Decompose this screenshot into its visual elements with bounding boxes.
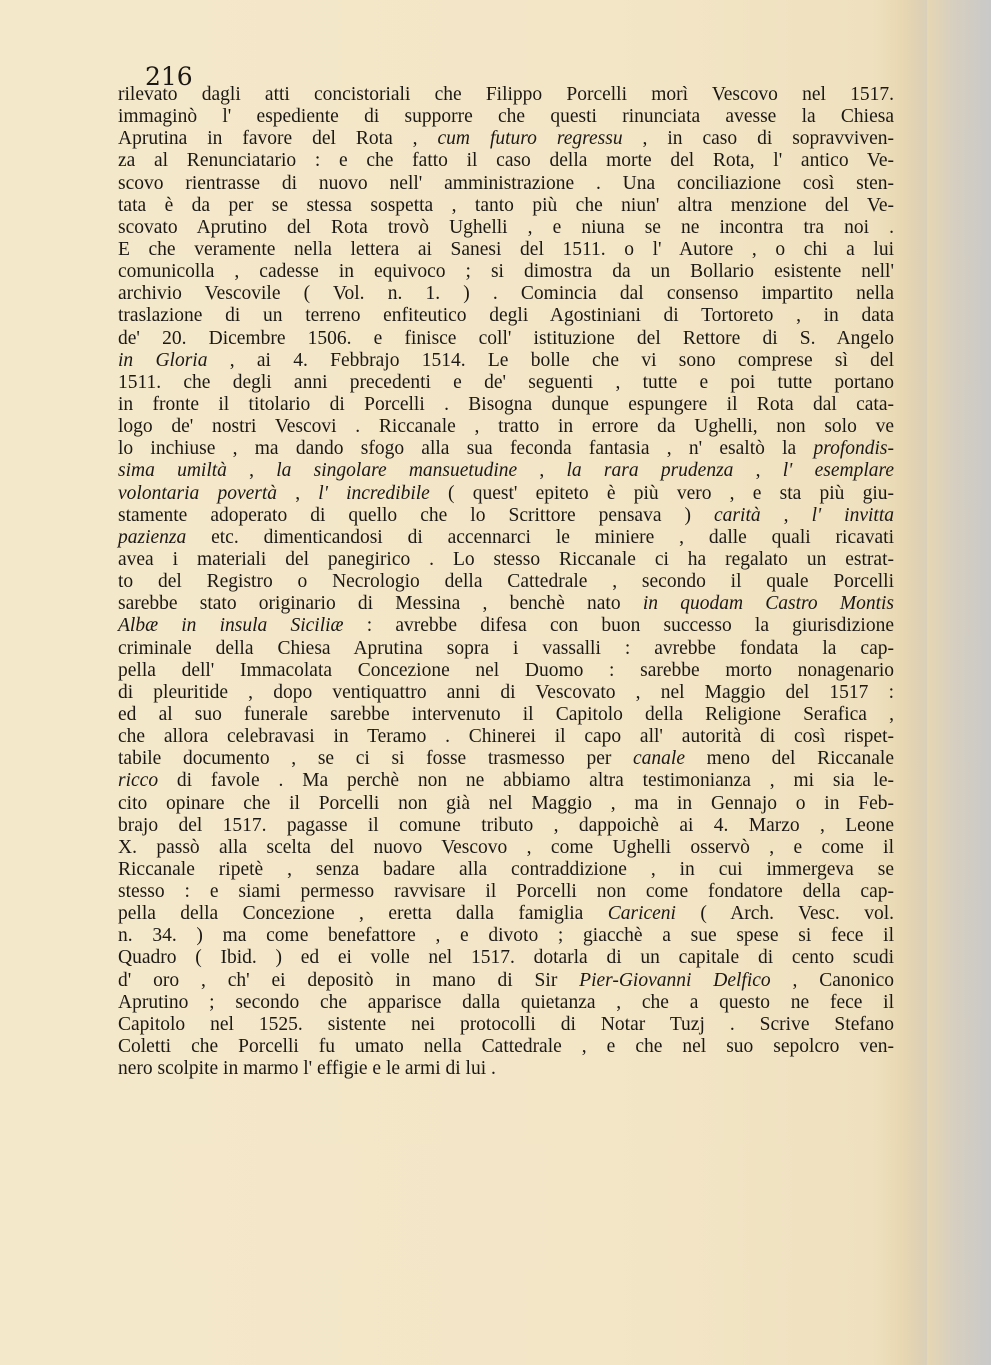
text-run: scovato Aprutino del Rota trovò Ughelli , e niuna se ne incontra tra noi . [118, 216, 894, 238]
text-run: che allora celebravasi in Teramo . Chinerei il capo all' autorità di così rispet- [118, 726, 894, 748]
italic-phrase: la singolare mansuetudine [276, 460, 518, 482]
text-line [118, 372, 894, 394]
text-run: d' oro , ch' ei depositò in mano di Sir [118, 969, 580, 991]
italic-phrase: ricco [118, 770, 159, 792]
text-line [118, 726, 894, 748]
text-run: 1511. che degli anni precedenti e de' seguenti , tutte e poi tutte portano [118, 371, 894, 393]
italic-phrase: l' invitta [811, 504, 895, 526]
text-line [118, 1014, 894, 1036]
text-run: comunicolla , cadesse in equivoco ; si dimostra da un Bollario esistente nell' [118, 261, 894, 283]
text-line [118, 328, 894, 350]
text-line [118, 660, 894, 682]
text-line [118, 217, 894, 239]
text-run: rilevato dagli atti concistoriali che Filippo Porcelli morì Vescovo nel 1517. [118, 84, 894, 105]
text-run: Aprutino ; secondo che apparisce dalla quietanza , che a questo ne fece il [118, 991, 894, 1013]
text-line [118, 305, 894, 327]
text-run: , ai 4. Febbrajo 1514. Le bolle che vi sono comprese sì del [207, 349, 894, 371]
page-binding-edge [927, 0, 991, 1365]
italic-phrase: Cariceni [607, 903, 676, 925]
italic-phrase: profondis- [813, 438, 894, 460]
text-run: di pleuritide , dopo ventiquattro anni di Vescovato , nel Maggio del 1517 : [118, 681, 894, 703]
text-run: , [226, 460, 277, 482]
text-line [118, 527, 894, 549]
text-line [118, 770, 894, 792]
text-line [118, 460, 894, 482]
text-run: ( Arch. Vesc. vol. [675, 903, 894, 925]
text-run: meno del Riccanale [685, 748, 895, 770]
text-line [118, 438, 894, 460]
text-line [118, 859, 894, 881]
italic-phrase: la rara prudenza [566, 460, 734, 482]
text-line [118, 748, 894, 770]
text-line [118, 283, 894, 305]
text-run: X. passò alla scelta del nuovo Vescovo , come Ughelli osservò , e come il [118, 836, 894, 858]
text-run: Riccanale ripetè , senza badare alla contraddizione , in cui immergeva se [118, 858, 894, 880]
text-run: , [517, 460, 567, 482]
text-run: etc. dimenticandosi di accennarci le miniere , dalle quali ricavati [186, 526, 894, 548]
text-run: pella dell' Immacolata Concezione nel Duomo : sarebbe morto nonagenario [118, 659, 894, 681]
text-line [118, 638, 894, 660]
text-line [118, 593, 894, 615]
text-line [118, 195, 894, 217]
text-line [118, 1036, 894, 1058]
italic-phrase: in Gloria [118, 349, 208, 371]
text-line [118, 173, 894, 195]
text-run: , [277, 482, 319, 504]
text-run: traslazione di un terreno enfiteutico degli Agostiniani di Tortoreto , in data [118, 305, 894, 327]
text-run: Quadro ( Ibid. ) ed ei volle nel 1517. dotarla di un capitale di cento scudi [118, 947, 894, 969]
text-line [118, 704, 894, 726]
text-line [118, 261, 894, 283]
text-run: , [760, 504, 812, 526]
text-line [118, 394, 894, 416]
text-run: Capitolo nel 1525. sistente nei protocolli di Notar Tuzj . Scrive Stefano [118, 1013, 894, 1035]
text-line [118, 106, 894, 128]
text-line [118, 881, 894, 903]
text-line [118, 992, 894, 1014]
text-line [118, 416, 894, 438]
italic-phrase: cum futuro regressu [437, 128, 623, 150]
italic-phrase: pazienza [118, 526, 187, 548]
text-run: logo de' nostri Vescovi . Riccanale , tratto in errore da Ughelli, non solo ve [118, 416, 894, 438]
text-line [118, 947, 894, 969]
text-run: avea i materiali del panegirico . Lo stesso Riccanale ci ha regalato un estrat- [118, 548, 894, 570]
text-line [118, 84, 894, 106]
text-run: de' 20. Dicembre 1506. e finisce coll' istituzione del Rettore di S. Angelo [118, 327, 894, 349]
italic-phrase: Pier-Giovanni Delfico [579, 969, 771, 991]
text-run: n. 34. ) ma come benefattore , e divoto ; giacchè a sue spese si fece il [118, 925, 894, 947]
text-run: za al Renunciatario : e che fatto il caso della morte del Rota, l' antico Ve- [118, 150, 894, 172]
text-run: ed al suo funerale sarebbe intervenuto il Capitolo della Religione Serafica , [118, 703, 894, 725]
text-run: ( quest' epiteto è più vero , e sta più giu- [429, 482, 894, 504]
text-run: sarebbe stato originario di Messina , benchè nato [118, 593, 643, 615]
text-line [118, 571, 894, 593]
text-line [118, 1058, 894, 1080]
text-run: tabile documento , se ci si fosse trasmesso per [118, 748, 634, 770]
text-run: cito opinare che il Porcelli non già nel Maggio , ma in Gennajo o in Feb- [118, 792, 894, 814]
text-line [118, 150, 894, 172]
text-line [118, 970, 894, 992]
text-run: criminale della Chiesa Aprutina sopra i vassalli : avrebbe fondata la cap- [118, 637, 894, 659]
text-line [118, 239, 894, 261]
italic-phrase: volontaria povertà [118, 482, 278, 504]
text-run: , in caso di sopravviven- [622, 128, 894, 150]
text-run: stesso : e siami permesso ravvisare il Porcelli non come fondatore della cap- [118, 881, 894, 903]
italic-phrase: sima umiltà [118, 460, 227, 482]
text-line [118, 350, 894, 372]
text-line [118, 903, 894, 925]
text-run: Coletti che Porcelli fu umato nella Cattedrale , e che nel suo sepolcro ven- [118, 1036, 894, 1058]
text-run: to del Registro o Necrologio della Cattedrale , secondo il quale Porcelli [118, 571, 894, 593]
text-line [118, 483, 894, 505]
body-text [118, 84, 894, 1080]
text-run: pella della Concezione , eretta dalla famiglia [118, 903, 608, 925]
text-run: archivio Vescovile ( Vol. n. 1. ) . Comincia dal consenso impartito nella [118, 283, 894, 305]
text-run: , Canonico [770, 969, 894, 991]
text-run: di favole . Ma perchè non ne abbiamo altra testimonianza , mi sia le- [158, 770, 894, 792]
text-run: : avrebbe difesa con buon successo la giurisdizione [343, 615, 894, 637]
text-run: immaginò l' espediente di supporre che questi rinunciata avesse la Chiesa [118, 106, 894, 128]
text-run: nero scolpite in marmo l' effigie e le armi di lui . [118, 1058, 496, 1080]
italic-phrase: carità [714, 504, 761, 526]
italic-phrase: l' esemplare [782, 460, 895, 482]
text-line [118, 549, 894, 571]
page-number: 216 [145, 62, 193, 91]
text-line [118, 682, 894, 704]
italic-phrase: in quodam Castro Montis [642, 593, 894, 615]
italic-phrase: Albæ in insula Siciliæ [118, 615, 344, 637]
text-line [118, 505, 894, 527]
text-line [118, 815, 894, 837]
text-line [118, 615, 894, 637]
text-run: lo inchiuse , ma dando sfogo alla sua feconda fantasia , n' esaltò la [118, 438, 814, 460]
text-run: brajo del 1517. pagasse il comune tributo , dappoichè ai 4. Marzo , Leone [118, 814, 894, 836]
text-run: scovo rientrasse di nuovo nell' amministrazione . Una conciliazione così sten- [118, 172, 894, 194]
italic-phrase: canale [633, 748, 685, 770]
text-line [118, 837, 894, 859]
italic-phrase: l' incredibile [318, 482, 430, 504]
text-run: tata è da per se stessa sospetta , tanto più che niun' altra menzione del Ve- [118, 194, 894, 216]
text-run: stamente adoperato di quello che lo Scrittore pensava ) [118, 504, 715, 526]
text-line [118, 925, 894, 947]
text-run: Aprutina in favore del Rota , [118, 128, 438, 150]
text-line [118, 793, 894, 815]
text-run: in fronte il titolario di Porcelli . Bisogna dunque espungere il Rota dal cata- [118, 393, 894, 415]
text-run: E che veramente nella lettera ai Sanesi del 1511. o l' Autore , o chi a lui [118, 238, 894, 260]
text-line [118, 128, 894, 150]
text-run: , [733, 460, 783, 482]
